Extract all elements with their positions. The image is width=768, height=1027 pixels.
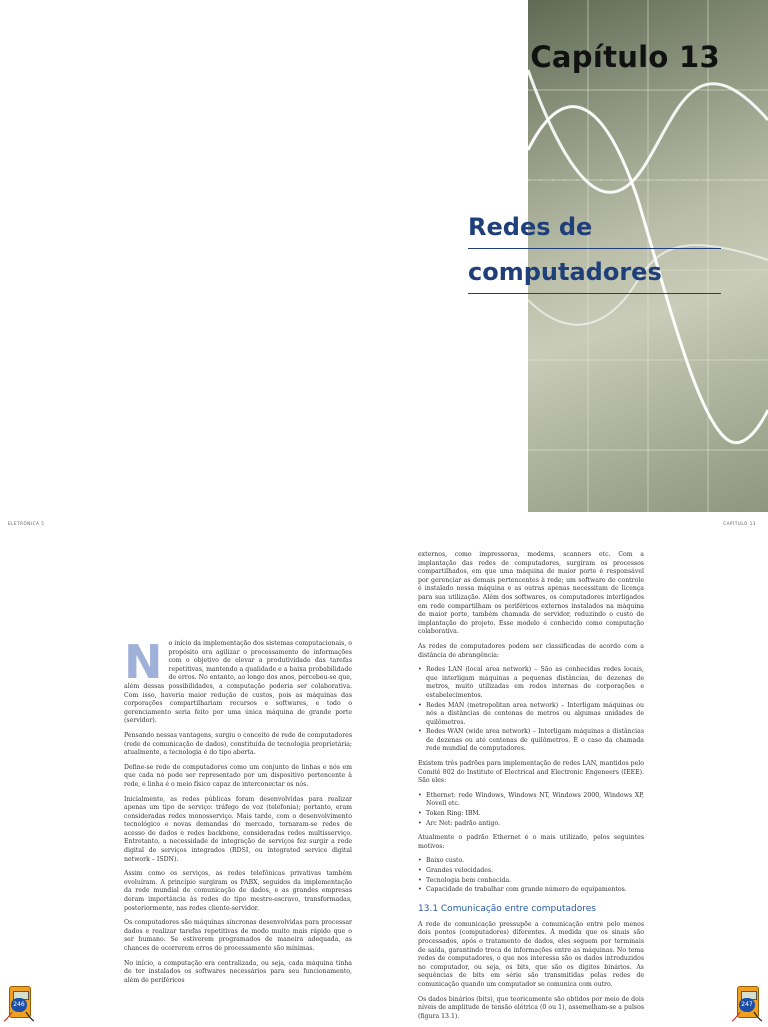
drop-cap: N bbox=[124, 635, 163, 689]
list-item: • Token Ring: IBM. bbox=[418, 810, 644, 819]
chapter-opener-page bbox=[0, 0, 768, 512]
list-item: • Ethernet: rede Windows, Windows NT, Windows 2000, Windows XP, Novell etc. bbox=[418, 792, 644, 809]
intro-paragraph bbox=[124, 635, 352, 726]
paragraph: Assim como os serviços, as redes telefônicas privativas também evoluíram. A princípio surgiram os PABX, seguidos da implementação da rede mundial de comunicação de dados, e as grandes empresas deram importância às redes do tipo mestre-escravo, transformadas, posteriormente, nas redes cliente-servidor. bbox=[124, 870, 352, 912]
chapter-title-block bbox=[468, 208, 721, 294]
ethernet-reasons-list bbox=[418, 857, 644, 894]
paragraph: Define-se rede de computadores como um conjunto de linhas e nós em que cada nó pode ser representado por um dispositivo pertencente à rede, e linha é o meio físico capaz de interconectar os nós. bbox=[124, 763, 352, 788]
paragraph: Atualmente o padrão Ethernet é o mais utilizado, pelos seguintes motivos: bbox=[418, 834, 644, 850]
list-item: • Tecnologia bem conhecida. bbox=[418, 877, 644, 886]
probe-leads-icon bbox=[4, 1012, 34, 1022]
page-number-left: 246 bbox=[11, 998, 27, 1012]
running-head-left: ELETRÔNICA 5 bbox=[8, 521, 45, 526]
paragraph: No início, a computação era centralizada, ou seja, cada máquina tinha de ter instalados os softwares necessários para seu funcionamento, além de periféricos bbox=[124, 959, 352, 984]
list-item: • Arc Net: padrão antigo. bbox=[418, 820, 644, 829]
left-text-column bbox=[124, 635, 352, 991]
right-text-column bbox=[418, 551, 644, 1027]
chapter-title-line-2: computadores bbox=[468, 249, 721, 294]
section-heading: 13.1 Comunicação entre computadores bbox=[418, 903, 596, 914]
running-head-right: CAPÍTULO 13 bbox=[723, 521, 756, 526]
network-types-list bbox=[418, 666, 644, 754]
page-number-badge-left bbox=[4, 986, 34, 1022]
paragraph: As redes de computadores podem ser classificadas de acordo com a distância de abrangência: bbox=[418, 642, 644, 659]
chapter-title-line-1: Redes de bbox=[468, 208, 721, 249]
list-item: • Grandes velocidades. bbox=[418, 867, 644, 876]
paragraph: Existem três padrões para implementação de redes LAN, mantidos pelo Comitê 802 do Institute of Electrical and Electronic Engeneers (IEEE). São eles: bbox=[418, 760, 644, 785]
paragraph: Inicialmente, as redes públicas foram desenvolvidas para realizar apenas um tipo de serviço: tráfego de voz (telefonia); portanto, eram consideradas redes monosserviço. Mais tarde, com o desenvolvimento tecnológico e novas demandas do mercado, tornaram-se redes de acesso de dados e redes backbone, consideradas redes multisserviço. Entretanto, a necessidade de integração de serviços fez surgir a rede digital de serviços integrados (RDSI, ou integrated service digital network – ISDN). bbox=[124, 795, 352, 863]
paragraph: Pensando nessas vantagens, surgiu o conceito de rede de computadores (rede de comunicação de dados), constituída de tecnologia proprietária; atualmente, a tecnologia é do tipo aberta. bbox=[124, 731, 352, 757]
page-number-right: 247 bbox=[739, 998, 755, 1012]
lan-standards-list bbox=[418, 792, 644, 828]
paragraph: A rede de comunicação pressupõe a comunicação entre pelo menos dois pontos (computadores) diferentes. À medida que os sinais são processados, após o tratamento de dados, eles seguem por terminais de saída, garantindo troca de informações entre as máquinas. No tema redes de computadores, o que nos interessa são os dados introduzidos no computador, ou seja, os bits, que são os dígitos binários. As sequências de bits em série são transmitidas pelas redes de comunicação quando um computador se comunica com outro. bbox=[418, 920, 644, 988]
list-item: • Redes MAN (metropolitan area network) – Interligam máquinas ou nós a distâncias de centenas de metros ou algumas unidades de quilômetros. bbox=[418, 702, 644, 728]
paragraph: externos, como impressoras, modems, scanners etc. Com a implantação das redes de computadores, surgiram os processos compartilhados, em que uma máquina de maior porte é responsável por gerenciar as demais pertencentes à rede; um software de controle é instalado nessa máquina e as outras apenas necessitam de licença para sua utilização. Além dos softwares, os computadores interligados em rede compartilham os periféricos externos instalados na máquina de maior porte, também chamada de servidor, reduzindo o custo de implantação do projeto. Esse modelo é conhecido como computação colaborativa. bbox=[418, 551, 644, 636]
paragraph: Os dados binários (bits), que teoricamente são obtidos por meio de dois níveis de amplitude de tensão elétrica (0 ou 1), assemelham-se a pulsos (figura 13.1). bbox=[418, 995, 644, 1020]
list-item: • Baixo custo. bbox=[418, 857, 644, 866]
chapter-number-heading: Capítulo 13 bbox=[530, 40, 720, 74]
list-item: • Redes LAN (local area network) – São as conhecidas redes locais, que interligam máquinas a pequenas distâncias, de dezenas de metros, muito utilizadas em redes internas de corporações e estabelecimentos. bbox=[418, 666, 644, 700]
page-number-badge-right bbox=[732, 986, 762, 1022]
paragraph: Os computadores são máquinas síncronas desenvolvidas para processar dados e realizar tarefas repetitivas de modo muito mais rápido que o ser humano. Se estiverem programados de maneira adequada, as chances de ocorrerem erros de processamento são mínimas. bbox=[124, 919, 352, 952]
list-item: • Capacidade de trabalhar com grande número de equipamentos. bbox=[418, 886, 644, 895]
list-item: • Redes WAN (wide area network) – Interligam máquinas a distâncias de dezenas ou até centenas de quilômetros. É o caso da chamada rede mundial de computadores. bbox=[418, 728, 644, 754]
probe-leads-icon bbox=[732, 1012, 762, 1022]
intro-paragraph-text: o início da implementação dos sistemas computacionais, o propósito era agilizar o processamento de informações com o objetivo de elevar a produtividade das tarefas repetitivas, mantendo a qualidade e a baixa probabilidade de erros. No entanto, ao longo dos anos, percebeu-se que, além dessas possibilidades, a computação poderia ser colaborativa. Com isso, haveria maior redução de custos, pois as máquinas das corporações compartilhariam recursos e softwares, e todo o gerenciamento seria feito por uma única máquina de grande porte (servidor). bbox=[124, 640, 352, 725]
